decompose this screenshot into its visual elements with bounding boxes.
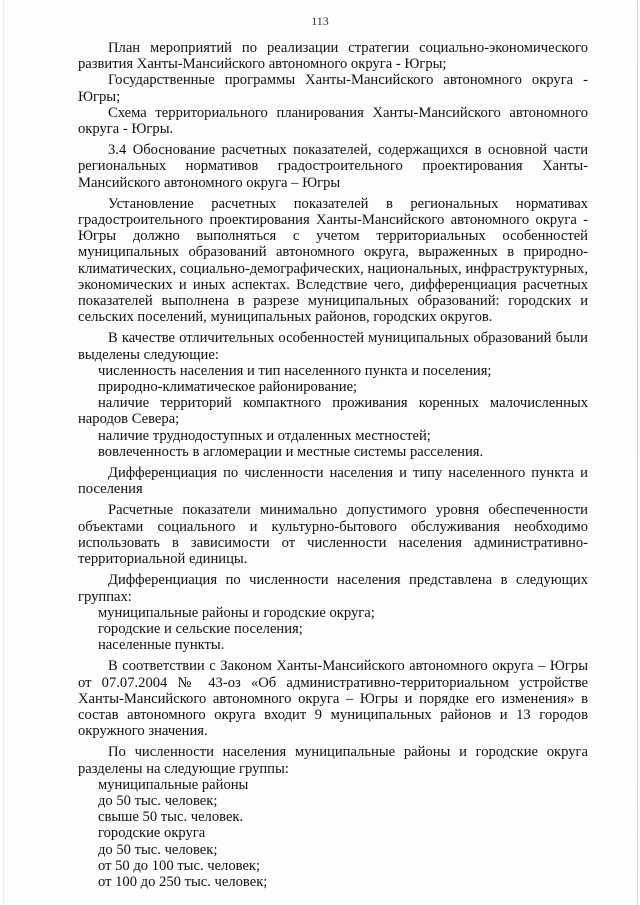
paragraph: В соответствии с Законом Ханты-Мансийского автономного округа – Югры от 07.07.2004 № 43-оз «Об административно-территориальном устройстве Ханты-Мансийского автономного округа – Югры и порядке его изменения» в состав автономного округа входит 9 муниципальных районов и 13 городов окружного значения. [78,658,588,740]
list-item: муниципальные районы и городские округа; [98,604,375,621]
paragraph: В качестве отличительных особенностей муниципальных образований были выделены следующие: [78,330,588,363]
page-number: 113 [311,14,329,28]
scan-edge-left [3,0,4,905]
list-item: до 50 тыс. человек; [98,792,218,809]
list-item: вовлеченность в агломерации и местные системы расселения. [98,443,484,460]
list-item: наличие территорий компактного проживания коренных малочисленных народов Севера; [78,395,588,428]
list-item: населенные пункты. [98,637,225,654]
list-item: свыше 50 тыс. человек. [98,809,244,826]
list-item: до 50 тыс. человек; [98,841,218,858]
list-item: природно-климатическое районирование; [98,379,358,396]
paragraph: Схема территориального планирования Ханты-Мансийского автономного округа - Югры. [78,104,588,138]
list-item: от 50 до 100 тыс. человек; [98,857,261,874]
paragraph: Расчетные показатели минимально допустимого уровня обеспеченности объектами социального и культурно-бытового обслуживания необходимо использовать в зависимости от численности населения административно-территориальной единицы. [78,502,588,568]
paragraph: Установление расчетных показателей в региональных нормативах градостроительного проектирования Ханты-Мансийского автономного округа - Югры должно выполняться с учетом территориальных особенностей муниципальных образований автономного округа, выраженных в природно-климатических, социально-демографических, национальных, инфраструктурных, экономических и иных аспектах. Вследствие чего, дифференциация расчетных показателей выполнена в разрезе муниципальных образований: городских и сельских поселений, муниципальных районов, городских округов. [78,195,588,326]
paragraph: Дифференциация по численности населения представлена в следующих группах: [78,572,588,605]
paragraph: План мероприятий по реализации стратегии социально-экономического развития Ханты-Мансийского автономного округа - Югры; [78,40,588,73]
list-item: городские и сельские поселения; [98,620,303,637]
paragraph: Государственные программы Ханты-Мансийского автономного округа - Югры; [78,72,588,105]
list-item: наличие труднодоступных и отдаленных местностей; [98,427,431,444]
paragraph: По численности населения муниципальные районы и городские округа разделены на следующие группы: [78,744,588,777]
paragraph: Дифференциация по численности населения и типу населенного пункта и поселения [78,465,588,498]
document-body [78,40,588,890]
paragraph: 3.4 Обоснование расчетных показателей, содержащихся в основной части региональных нормативов градостроительного проектирования Ханты-Мансийского автономного округа – Югры [78,142,588,191]
list-item: муниципальные районы [98,776,249,793]
scan-edge-right [637,0,638,905]
list-item: численность населения и тип населенного пункта и поселения; [98,362,492,379]
list-item: городские округа [98,825,206,842]
list-item: от 100 до 250 тыс. человек; [98,873,268,890]
